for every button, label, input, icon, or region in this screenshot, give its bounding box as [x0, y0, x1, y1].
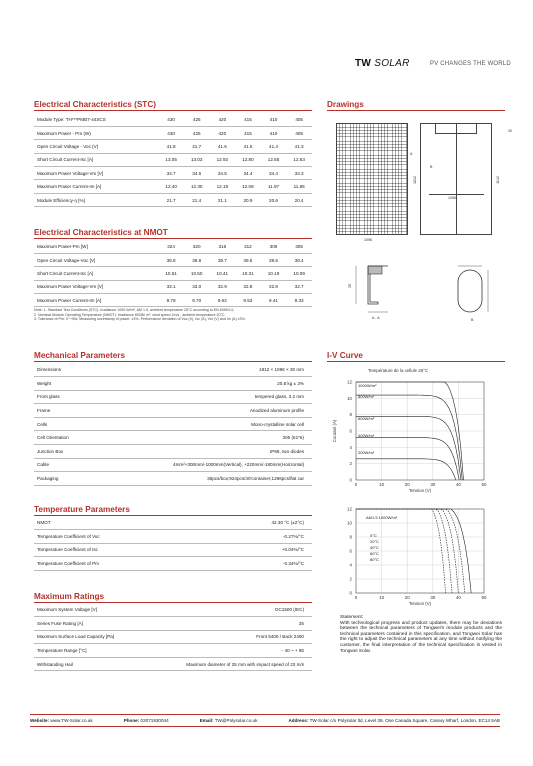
row-label: Maximum Power - Pm (W): [34, 126, 158, 139]
footer-email-label: Email:: [199, 718, 214, 723]
cell-value: 20.4: [286, 193, 312, 206]
cell-value: 10.50: [184, 267, 210, 280]
statement-text: With technological progress and product updates, there may be deviations between the technical parameters of Tongwei's module products and the technical parameters contained in this specification, and Tongwei Solar has the right to adjust the technical parameters at any time without notifying the customer, the final interpretation of the technical specification is vested in Tongwei Solar.: [340, 620, 502, 654]
table-row: [34, 445, 312, 459]
row-label: Temperature Range [°C]: [34, 644, 144, 658]
module-front-view: [336, 123, 408, 235]
table-row: [34, 516, 312, 530]
table-row: [34, 617, 312, 631]
brand-tw: TW: [355, 58, 372, 69]
row-label: Maximum Power Current-Im [A]: [34, 294, 158, 307]
cell-value: 425: [184, 126, 210, 139]
table-row: [34, 377, 312, 391]
nmot-title: Electrical Characteristics at NMOT: [34, 228, 312, 239]
cell-value: 34.4: [235, 167, 261, 180]
cell-value: 425: [184, 113, 210, 126]
nmot-notes: [34, 308, 314, 322]
section-b-drawing: [452, 264, 492, 320]
x-axis-label: Tension (V): [408, 488, 432, 493]
cell-value: 324: [158, 240, 184, 253]
table-row: [34, 530, 312, 544]
row-label: Weight: [34, 377, 144, 391]
phone-number: 02071930044: [140, 718, 169, 723]
cell-value: 39.8: [184, 253, 210, 266]
table-row: [34, 363, 312, 377]
table-row: [34, 267, 312, 280]
cell-value: 320: [184, 240, 210, 253]
y-tick-label: 12: [347, 379, 352, 385]
temp-table: [34, 516, 312, 571]
row-value: Mono-crystalline solar cell: [144, 417, 312, 431]
row-label: Junction Box: [34, 445, 144, 459]
cell-value: 39.6: [235, 253, 261, 266]
row-label: Short Circuit Current-Isc [A]: [34, 267, 158, 280]
row-value: 20.8 kg ± 3%: [144, 377, 312, 391]
cell-value: 10.09: [286, 267, 312, 280]
cell-value: 32.7: [286, 280, 312, 293]
table-row: [34, 543, 312, 557]
row-label: Packaging: [34, 472, 144, 486]
footer-website: [30, 718, 93, 723]
cell-value: 34.7: [158, 167, 184, 180]
cell-value: 405: [286, 113, 312, 126]
cell-value: 316: [209, 240, 235, 253]
mech-table: [34, 363, 312, 486]
cell-value: 20.9: [235, 193, 261, 206]
table-row: [34, 280, 312, 293]
table-row: [34, 417, 312, 431]
stc-table: [34, 113, 312, 207]
cell-value: 21.4: [184, 193, 210, 206]
row-value: 25: [144, 617, 312, 631]
row-value: Anodized aluminum profile: [144, 404, 312, 418]
row-label: NMOT: [34, 516, 144, 530]
brand-tagline: PV CHANGES THE WORLD: [430, 61, 511, 67]
cell-value: 32.8: [261, 280, 287, 293]
series-line: [356, 459, 456, 480]
table-row: [34, 126, 312, 139]
cell-value: 12.08: [235, 180, 261, 193]
cell-value: 10.51: [158, 267, 184, 280]
cell-value: 9.33: [286, 294, 312, 307]
cell-value: 13.03: [184, 153, 210, 166]
row-label: Module Efficiency-η [%]: [34, 193, 158, 206]
row-value: 42.30 °C (±2°C): [144, 516, 312, 530]
cell-value: 309: [261, 240, 287, 253]
y-tick-label: 8: [349, 412, 352, 418]
cell-value: 420: [210, 113, 236, 126]
table-row: [34, 253, 312, 266]
section-aa-drawing: [350, 262, 410, 320]
cell-value: 34.6: [184, 167, 210, 180]
table-row: [34, 557, 312, 571]
cell-value: 430: [158, 113, 184, 126]
cell-value: 32.9: [209, 280, 235, 293]
cell-value: 41.4: [261, 140, 287, 153]
cell-value: 415: [235, 113, 261, 126]
x-tick-label: 20: [404, 595, 410, 600]
row-label: Series Fuse Rating [A]: [34, 617, 144, 631]
table-row: [34, 153, 312, 166]
x-tick-label: 40: [455, 482, 461, 487]
dim-side: 30: [508, 129, 512, 133]
row-label: Open Circuit Voltage - Voc (V): [34, 140, 158, 153]
note-line: 3. Tolerance of Pm: 0~+5W, Measuring uncertainty of power: ±3%. Performance deviation of Voc (V), Isc (A), Vm (V) and Im (A) ±3%.: [34, 317, 246, 322]
iv-chart-temperature: [326, 503, 506, 607]
x-axis-label: Tension (V): [408, 601, 432, 606]
section-b-label: B: [471, 318, 474, 322]
dim-inner-h: 1142: [495, 176, 500, 184]
cell-value: 420: [210, 126, 236, 139]
table-row: [34, 240, 312, 253]
table-row: [34, 630, 312, 644]
row-label: Open Circuit Voltage-Voc [V]: [34, 253, 158, 266]
series-label: 200W/m²: [358, 450, 375, 455]
row-label: Maximum Power Current-Im [A]: [34, 180, 158, 193]
cell-value: 41.5: [235, 140, 261, 153]
email-link[interactable]: TW@Polysolar.co.uk: [214, 718, 258, 723]
cell-value: 12.92: [210, 153, 236, 166]
center-line: [456, 124, 457, 234]
series-label: AM1.5 1000W/m²: [366, 515, 398, 520]
footer: [30, 714, 500, 727]
cell-value: 12.53: [286, 153, 312, 166]
x-tick-label: 30: [430, 595, 436, 600]
brand-logo: [355, 58, 410, 69]
table-row: [34, 390, 312, 404]
cell-value: 39.5: [261, 253, 287, 266]
table-row: [34, 458, 312, 472]
row-label: Front glass: [34, 390, 144, 404]
nmot-table: [34, 240, 312, 307]
cell-value: 405: [286, 126, 312, 139]
table-row: [34, 431, 312, 445]
table-row: [34, 657, 312, 671]
cell-value: 33.0: [184, 280, 210, 293]
footer-phone-label: Phone:: [123, 718, 140, 723]
footer-address: [288, 718, 500, 723]
cell-value: 21.7: [158, 193, 184, 206]
row-value: 1812 × 1096 × 30 mm: [144, 363, 312, 377]
note-line: Note: 1. Standard Test Conditions (STC): Irradiance 1000 W/m², AM 1.5, ambient temperature 25°C according to EN 60904-3;: [34, 308, 234, 312]
table-row: [34, 167, 312, 180]
x-tick-label: 0: [354, 482, 358, 487]
cell-value: 41.7: [184, 140, 210, 153]
footer-email: [200, 718, 258, 723]
series-label: 400W/m²: [358, 433, 375, 438]
row-label: Module Type: TH***PMB7-44SCS: [34, 113, 158, 126]
cell-value: 10.19: [261, 267, 287, 280]
y-tick-label: 4: [349, 444, 352, 450]
row-value: +0.04%/°C: [144, 543, 312, 557]
note-line: 2. Nominal Module Operating Temperature (NMOT): Irradiance 800W/ m², wind speed 1m/s , ambient temperature 20°C.: [34, 312, 226, 317]
cell-value: 9.62: [209, 294, 235, 307]
footer-address-label: Address:: [288, 718, 309, 723]
row-label: Dimensions: [34, 363, 144, 377]
website-link[interactable]: www.TW-Solar.co.uk: [50, 718, 93, 723]
brand-solar: SOLAR: [374, 58, 410, 69]
series-label: 600W/m²: [358, 416, 375, 421]
cell-value: 10.41: [209, 267, 235, 280]
cell-value: 305: [286, 240, 312, 253]
footer-website-label: Website:: [30, 718, 50, 723]
row-label: Maximum Power Voltage-Vm [V]: [34, 280, 158, 293]
maxr-table: [34, 603, 312, 671]
dim-height: 1812: [413, 176, 417, 184]
row-value: tempered glass, 3.2 mm: [144, 390, 312, 404]
mech-title: Mechanical Parameters: [34, 351, 312, 362]
cell-value: 39.8: [158, 253, 184, 266]
x-tick-label: 30: [430, 482, 436, 487]
row-label: Frame: [34, 404, 144, 418]
stc-title: Electrical Characteristics (STC): [34, 100, 312, 111]
row-value: DC1500 (IEC): [144, 603, 312, 617]
row-label: Maximum Surface Load Capacity [Pa]: [34, 630, 144, 644]
row-label: Maximum Power Voltage-Vm [V]: [34, 167, 158, 180]
statement: [340, 615, 502, 654]
row-value: - 40 ~ + 85: [144, 644, 312, 658]
row-label: Cell Orientation: [34, 431, 144, 445]
row-label: Cable: [34, 458, 144, 472]
y-tick-label: 0: [349, 590, 352, 596]
x-tick-label: 10: [379, 482, 385, 487]
series-label: 60°C: [370, 551, 379, 556]
cell-value: 12.19: [210, 180, 236, 193]
footer-phone: [124, 718, 169, 723]
cell-value: 20.6: [261, 193, 287, 206]
series-label: 1000W/m²: [358, 383, 377, 388]
cell-value: 12.40: [158, 180, 184, 193]
cell-value: 10.31: [235, 267, 261, 280]
row-label: Temperature Coefficient of Isc: [34, 543, 144, 557]
cell-value: 9.79: [158, 294, 184, 307]
x-tick-label: 50: [481, 482, 487, 487]
maxr-title: Maximum Ratings: [34, 592, 312, 603]
iv-chart-irradiance: [326, 376, 506, 494]
y-tick-label: 12: [347, 506, 352, 512]
x-tick-label: 20: [404, 482, 410, 487]
table-row: [34, 644, 312, 658]
row-value: -0.27%/°C: [144, 530, 312, 544]
y-tick-label: 6: [349, 428, 352, 434]
cell-value: 415: [235, 126, 261, 139]
label-a: A: [410, 152, 413, 156]
x-tick-label: 10: [379, 595, 385, 600]
cell-value: 41.8: [158, 140, 184, 153]
cell-value: 9.70: [184, 294, 210, 307]
table-row: [34, 603, 312, 617]
drawings-title: Drawings: [327, 100, 505, 111]
row-value: 4mm²+300mm/-1000mm(Vertical), +220mm/-180mm(Horizontal): [144, 458, 312, 472]
cell-value: 33.1: [158, 280, 184, 293]
row-value: Front 5400 / Back 2400: [144, 630, 312, 644]
iv-chart1-caption: Température de la cellule 25°C: [368, 368, 429, 373]
cell-value: 312: [235, 240, 261, 253]
section-aa-label: A - A: [372, 316, 380, 320]
cell-value: 430: [158, 126, 184, 139]
x-tick-label: 40: [455, 595, 461, 600]
cell-value: 12.65: [261, 153, 287, 166]
row-label: Temperature Coefficient of Voc: [34, 530, 144, 544]
row-label: Short Circuit Current-Isc [A]: [34, 153, 158, 166]
cell-value: 12.30: [184, 180, 210, 193]
cell-value: 9.53: [235, 294, 261, 307]
y-tick-label: 2: [349, 576, 352, 582]
cell-value: 9.41: [261, 294, 287, 307]
table-row: [34, 180, 312, 193]
cell-value: 21.1: [210, 193, 236, 206]
table-row: [34, 113, 312, 126]
dim-inner-w: 1056: [448, 196, 456, 200]
row-label: Maximum System Voltage [V]: [34, 603, 144, 617]
table-row: [34, 193, 312, 206]
table-row: [34, 140, 312, 153]
dim-section-h: 35: [348, 284, 352, 288]
row-label: Cells: [34, 417, 144, 431]
row-value: 305 (61*5): [144, 431, 312, 445]
statement-title: Statement:: [340, 615, 364, 620]
y-tick-label: 4: [349, 562, 352, 568]
cell-value: 11.86: [286, 180, 312, 193]
temp-title: Temperature Parameters: [34, 505, 312, 516]
table-row: [34, 294, 312, 307]
y-tick-label: 0: [349, 477, 352, 483]
address: TW-Solar c/o Polysolar ltd, Level 39, One Canada Square, Canary Wharf, London, EC14 5AB: [309, 718, 500, 723]
cell-value: 39.4: [286, 253, 312, 266]
iv-title: I-V Curve: [327, 351, 505, 362]
cell-value: 34.5: [210, 167, 236, 180]
cell-value: 410: [261, 113, 287, 126]
module-back-view: [420, 123, 492, 235]
cell-value: 410: [261, 126, 287, 139]
cell-value: 13.05: [158, 153, 184, 166]
cell-value: 41.6: [210, 140, 236, 153]
y-tick-label: 6: [349, 548, 352, 554]
row-label: Withstanding Hail: [34, 657, 144, 671]
series-line: [356, 416, 461, 480]
label-b: B: [430, 165, 433, 169]
cell-value: 34.4: [261, 167, 287, 180]
y-tick-label: 2: [349, 461, 352, 467]
series-label: 800W/m²: [358, 394, 375, 399]
row-label: Temperature Coefficient of Pm: [34, 557, 144, 571]
cell-value: 32.8: [235, 280, 261, 293]
cell-value: 12.80: [235, 153, 261, 166]
series-label: 0°C: [370, 533, 377, 538]
y-tick-label: 8: [349, 534, 352, 540]
cell-value: 39.7: [209, 253, 235, 266]
series-label: 40°C: [370, 545, 379, 550]
cell-value: 11.97: [261, 180, 287, 193]
row-value: 36pcs/box;924pcs/40'container;1296pcs/flat car: [144, 472, 312, 486]
cell-value: 34.3: [286, 167, 312, 180]
row-value: Maximum diameter of 25 mm with impact speed of 23 m/s: [144, 657, 312, 671]
y-axis-label: Courant (A): [332, 419, 337, 443]
series-label: 20°C: [370, 539, 379, 544]
row-value: IP68, two diodes: [144, 445, 312, 459]
table-row: [34, 472, 312, 486]
table-row: [34, 404, 312, 418]
y-tick-label: 10: [347, 520, 352, 526]
x-tick-label: 0: [354, 595, 358, 600]
row-label: Maximum Power-Pm [W]: [34, 240, 158, 253]
row-value: -0.34%/°C: [144, 557, 312, 571]
cell-value: 41.3: [286, 140, 312, 153]
x-tick-label: 50: [481, 595, 487, 600]
series-label: 80°C: [370, 557, 379, 562]
dim-width: 1096: [364, 238, 372, 242]
y-tick-label: 10: [347, 395, 352, 401]
